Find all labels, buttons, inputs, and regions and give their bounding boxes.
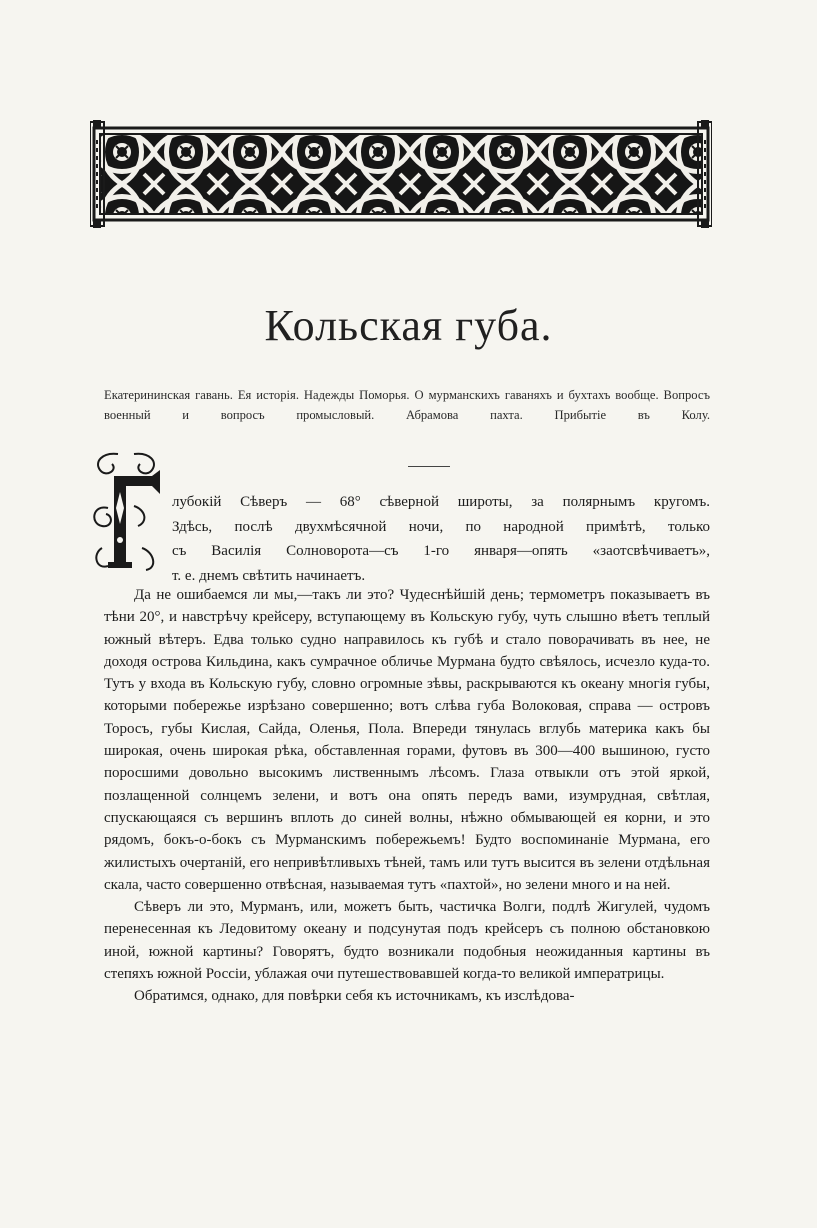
chapter-summary: Екатерининская гавань. Ея исторія. Надежды Поморья. О мурманскихъ гаваняхъ и бухтахъ вообще. Вопросъ военный и вопросъ промысловый. Абрамова пахта. Прибытіе въ Колу. [104,388,710,422]
interlace-ornament-banner-icon [90,120,712,230]
body-text [104,584,710,1008]
intro-block [172,490,710,588]
intro-line: Здѣсь, послѣ двухмѣсячной ночи, по народной примѣтѣ, только [172,518,710,535]
paragraph: Сѣверъ ли это, Мурманъ, или, можетъ быть, частичка Волги, подлѣ Жигулей, чудомъ перенесенная къ Ледовитому океану и подсунутая подъ крейсеръ съ полною обстановкою иной, южной картины? Говорятъ, будто возникали подобныя неожиданныя картины въ степяхъ южной Россіи, ублажая очи путешествовавшей когда-то великой императрицы. [104,899,710,983]
chapter-title: Кольская губа. [264,301,553,350]
intro-line: т. е. днемъ свѣтить начинаетъ. [172,567,366,584]
decorated-initial-letter-icon [88,448,164,580]
paragraph: Да не ошибаемся ли мы,—такъ ли это? Чудеснѣйшій день; термометръ показываетъ въ тѣни 20°, и навстрѣчу крейсеру, вступающему въ Кольскую губу, чуть слышно вѣетъ теплый южный вѣтеръ. Едва только судно направилось къ губѣ и стало поворачивать въ нее, не доходя острова Кильдина, какъ сумрачное обличье Мурмана будто свѣялось, исчезло куда-то. Тутъ у входа въ Кольскую губу, словно огромные зѣвы, раскрываются къ океану многія губы, которыми побережье изрѣзано совершенно; вотъ слѣва губа Волоковая, справа — островъ Торосъ, губы Кислая, Сайда, Оленья, Пола. Впереди тянулась вглубь материка какъ бы широкая, очень широкая рѣка, обставленная горами, футовъ въ 300—400 вышиною, густо поросшими довольно высокимъ лиственнымъ лѣсомъ. Глаза отвыкли отъ этой яркой, позлащенной солнцемъ зелени, и вотъ она опять передъ вами, изумрудная, свѣтлая, спускающаяся съ вершинъ вплоть до синей волны, нѣжно обмывающей ея корни, и это рядомъ, бокъ-о-бокъ съ Мурманскимъ побережьемъ! Будто воспоминаніе Мурмана, его жилистыхъ очертаній, его непривѣтливыхъ тѣней, тамъ или тутъ высится въ зелени отдѣльная скала, часто совершенно отвѣсная, называемая тутъ «пахтой», но зелени много и на ней. [104,587,710,893]
intro-line: съ Василія Солноворота—съ 1-го января—опять «заотсвѣчиваетъ», [172,543,710,560]
section-divider [408,466,450,467]
intro-line: лубокій Сѣверъ — 68° сѣверной широты, за полярнымъ кругомъ. [172,494,710,510]
paragraph: Обратимся, однако, для повѣрки себя къ источникамъ, къ изслѣдова- [134,988,575,1005]
